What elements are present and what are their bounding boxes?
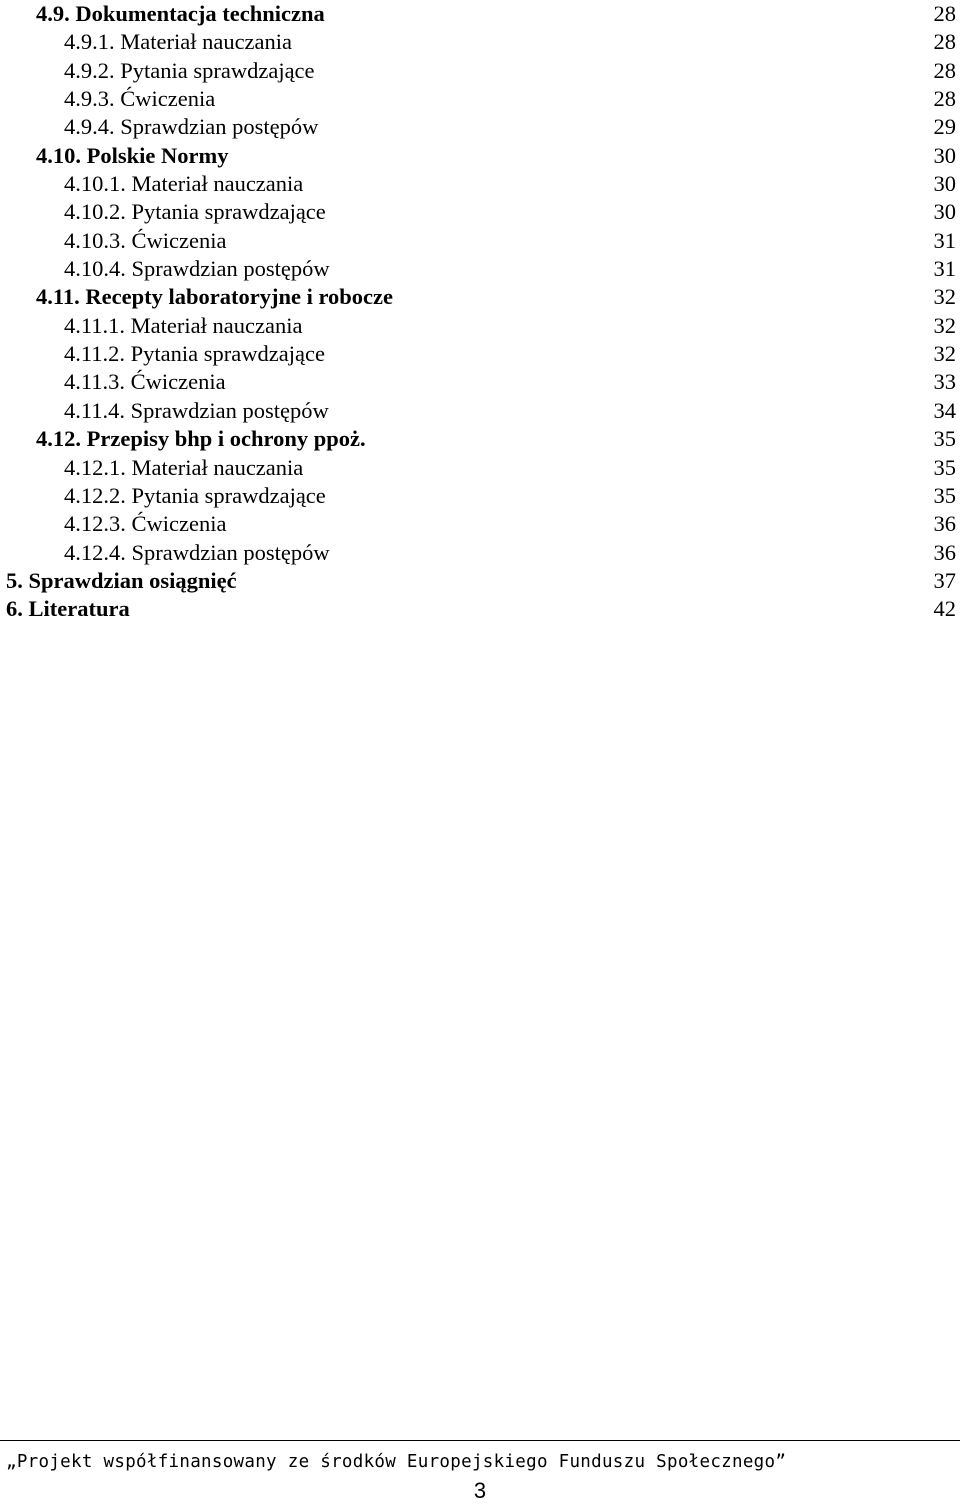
toc-entry-title: 4.9.4. Sprawdzian postępów bbox=[64, 114, 319, 140]
toc-entry-title: 4.10. Polskie Normy bbox=[36, 142, 229, 168]
toc-entry[interactable] bbox=[0, 312, 960, 340]
toc-entry-page: 28 bbox=[933, 1, 956, 26]
toc-entry-page: 42 bbox=[933, 596, 956, 622]
toc-entry-title: 4.9.2. Pytania sprawdzające bbox=[64, 57, 315, 83]
toc-entry-title: 4.9.1. Materiał nauczania bbox=[64, 29, 293, 55]
toc-entry[interactable] bbox=[0, 170, 960, 198]
toc-entry-title: 4.12.3. Ćwiczenia bbox=[64, 511, 227, 537]
toc-entry[interactable] bbox=[0, 85, 960, 113]
toc-entry[interactable] bbox=[0, 539, 960, 567]
toc-entry-title: 4.10.4. Sprawdzian postępów bbox=[64, 256, 330, 282]
toc-entry-title: 4.12.2. Pytania sprawdzające bbox=[64, 482, 326, 508]
toc-entry-title: 4.11. Recepty laboratoryjne i robocze bbox=[36, 284, 394, 310]
toc-entry[interactable] bbox=[0, 227, 960, 255]
toc-entry[interactable] bbox=[0, 368, 960, 396]
toc-entry-title: 4.11.1. Materiał nauczania bbox=[64, 312, 303, 338]
toc-entry-page: 32 bbox=[933, 312, 956, 338]
toc-entry-page: 31 bbox=[933, 227, 956, 253]
toc-entry[interactable] bbox=[0, 142, 960, 170]
toc-entry-page: 36 bbox=[933, 511, 956, 537]
toc-entry-page: 28 bbox=[933, 57, 956, 83]
toc-entry[interactable] bbox=[0, 425, 960, 453]
toc-entry[interactable] bbox=[0, 482, 960, 510]
toc-entry[interactable] bbox=[0, 255, 960, 283]
toc-entry-title: 4.12. Przepisy bhp i ochrony ppoż. bbox=[36, 426, 366, 452]
toc-entry[interactable] bbox=[0, 340, 960, 368]
toc-entry-page: 30 bbox=[933, 199, 956, 225]
toc-entry-page: 35 bbox=[933, 426, 956, 452]
table-of-contents bbox=[0, 0, 960, 624]
toc-entry-title: 4.11.4. Sprawdzian postępów bbox=[64, 397, 329, 423]
toc-entry-page: 34 bbox=[933, 397, 956, 423]
toc-entry-title: 6. Literatura bbox=[6, 596, 130, 622]
toc-entry-title: 5. Sprawdzian osiągnięć bbox=[6, 567, 237, 593]
toc-entry[interactable] bbox=[0, 0, 960, 28]
page-number: 3 bbox=[473, 1478, 487, 1503]
toc-entry-page: 29 bbox=[933, 114, 956, 140]
toc-entry-title: 4.9.3. Ćwiczenia bbox=[64, 86, 216, 112]
toc-entry[interactable] bbox=[0, 28, 960, 56]
footer-funding-note: „Projekt współfinansowany ze środków Europejskiego Funduszu Społecznego” bbox=[6, 1452, 787, 1472]
toc-entry-page: 37 bbox=[933, 567, 956, 593]
toc-entry[interactable] bbox=[0, 454, 960, 482]
toc-entry-page: 35 bbox=[933, 482, 956, 508]
toc-entry-title: 4.12.4. Sprawdzian postępów bbox=[64, 539, 330, 565]
toc-entry-page: 33 bbox=[933, 369, 956, 395]
toc-entry[interactable] bbox=[0, 567, 960, 595]
toc-entry-page: 30 bbox=[933, 171, 956, 197]
toc-entry-title: 4.10.1. Materiał nauczania bbox=[64, 171, 304, 197]
toc-entry-page: 28 bbox=[933, 29, 956, 55]
toc-entry[interactable] bbox=[0, 113, 960, 141]
toc-entry[interactable] bbox=[0, 397, 960, 425]
toc-entry-page: 31 bbox=[933, 256, 956, 282]
toc-entry-page: 35 bbox=[933, 454, 956, 480]
toc-entry-title: 4.11.3. Ćwiczenia bbox=[64, 369, 226, 395]
toc-entry-page: 36 bbox=[933, 539, 956, 565]
toc-entry-page: 32 bbox=[933, 284, 956, 310]
toc-entry-page: 32 bbox=[933, 341, 956, 367]
toc-entry-title: 4.10.3. Ćwiczenia bbox=[64, 227, 227, 253]
toc-entry-page: 28 bbox=[933, 86, 956, 112]
toc-entry[interactable] bbox=[0, 510, 960, 538]
footer-divider bbox=[0, 1440, 960, 1441]
toc-entry-title: 4.9. Dokumentacja techniczna bbox=[36, 1, 325, 26]
toc-entry-title: 4.10.2. Pytania sprawdzające bbox=[64, 199, 326, 225]
toc-entry[interactable] bbox=[0, 283, 960, 311]
toc-entry[interactable] bbox=[0, 57, 960, 85]
toc-entry-title: 4.12.1. Materiał nauczania bbox=[64, 454, 304, 480]
toc-entry-title: 4.11.2. Pytania sprawdzające bbox=[64, 341, 325, 367]
toc-entry[interactable] bbox=[0, 595, 960, 623]
toc-entry-page: 30 bbox=[933, 142, 956, 168]
toc-entry[interactable] bbox=[0, 198, 960, 226]
